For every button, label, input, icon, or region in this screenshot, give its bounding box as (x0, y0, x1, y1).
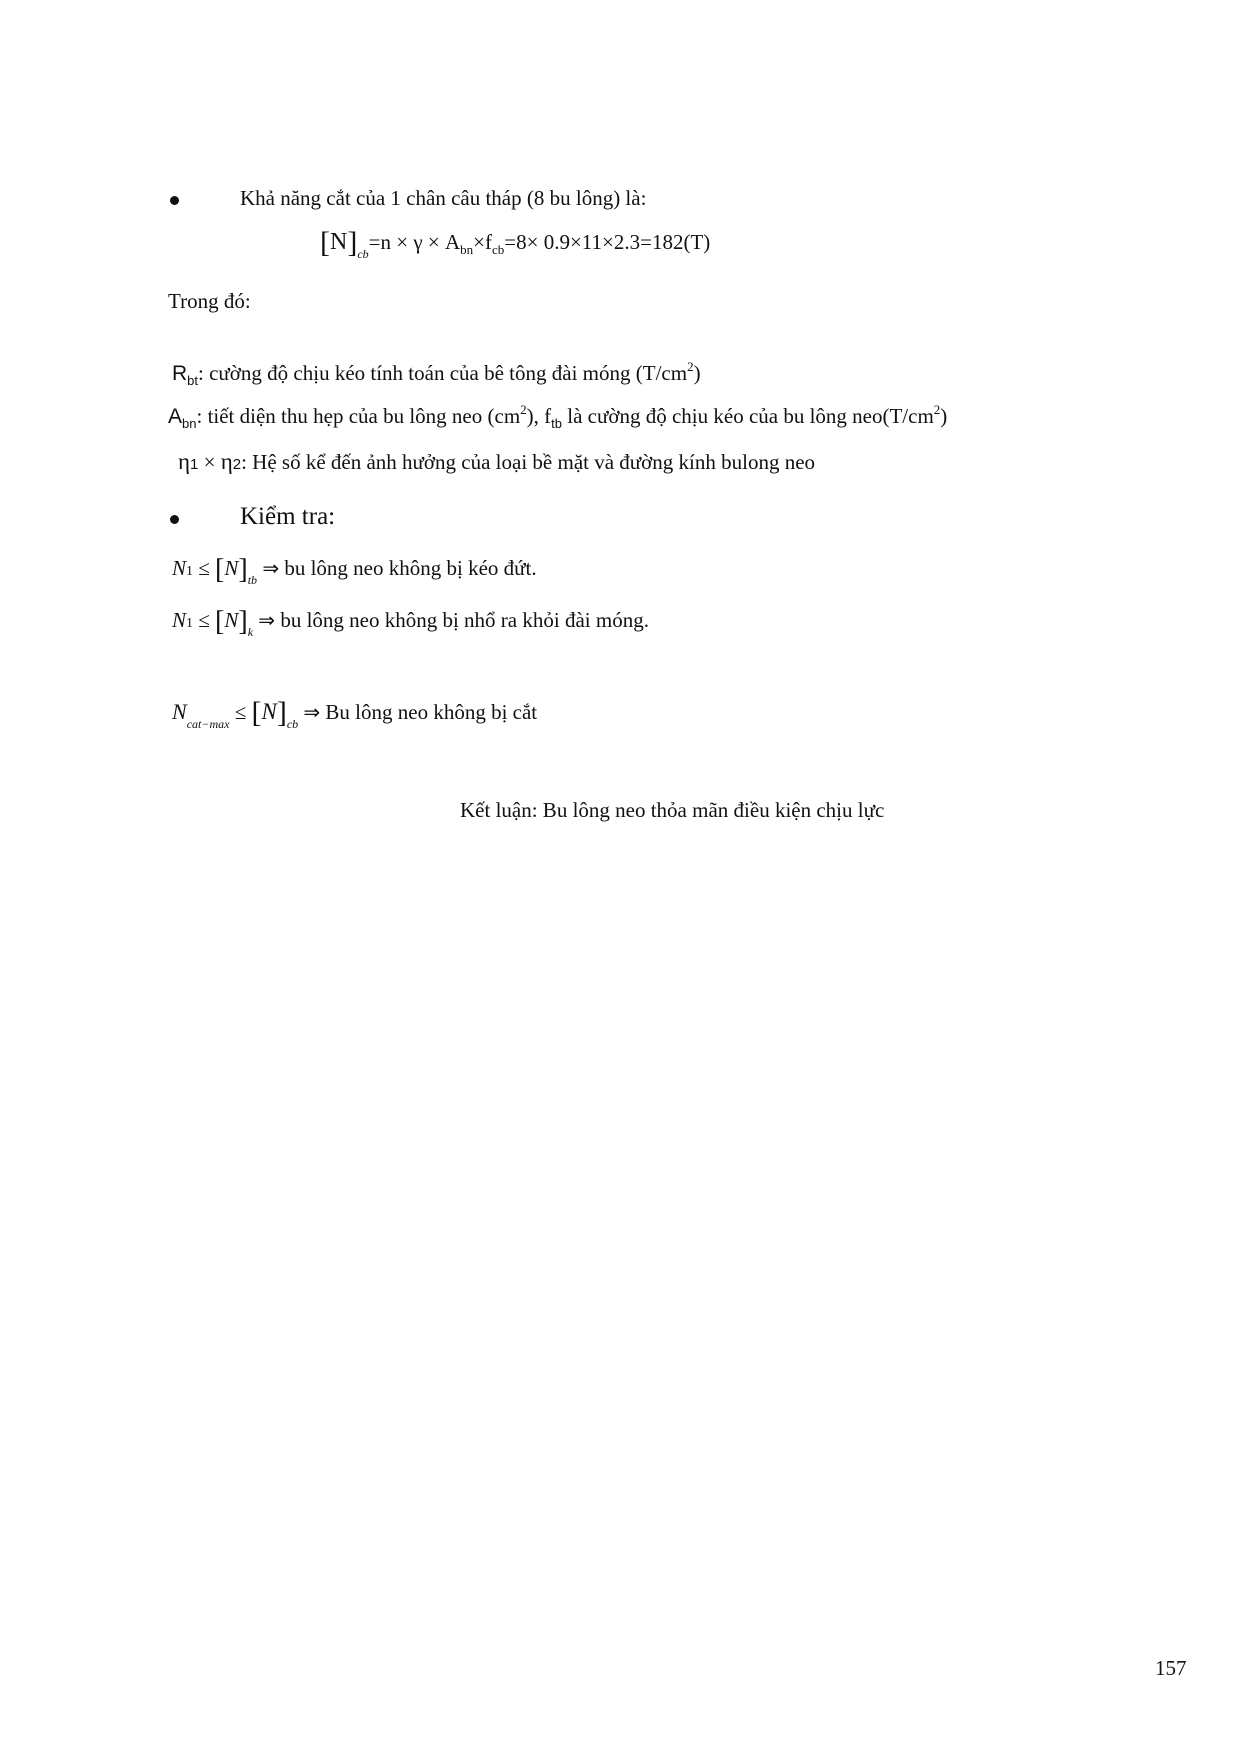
right-bracket: ] (347, 226, 358, 259)
def-abn-tail: ) (940, 404, 948, 428)
def-abn-mid: ), f (526, 404, 552, 428)
check2-lhs-sub: 1 (186, 616, 194, 631)
formula-expr-b-sub: cb (492, 242, 505, 257)
def-eta (178, 450, 815, 473)
page-number: 157 (1155, 1656, 1187, 1680)
check3-n-sub: cb (286, 717, 299, 731)
check2-n-sub: k (247, 625, 254, 639)
check2-text: bu lông neo không bị nhổ ra khỏi đài móng. (280, 608, 649, 632)
def-abn (168, 403, 947, 430)
check2-lhs: N (172, 608, 187, 632)
left-bracket: [ (215, 554, 225, 585)
check3-op: ≤ (234, 700, 247, 724)
symbol-abn: A (168, 405, 183, 428)
def-rbt (172, 360, 701, 387)
eta1: η (178, 449, 191, 474)
check3-lhs: N (172, 699, 187, 724)
check2-op: ≤ (198, 608, 210, 632)
def-abn-text: : tiết diện thu hẹp của bu lông neo (cm (196, 404, 521, 428)
check1-text: bu lông neo không bị kéo đứt. (284, 556, 537, 580)
bullet-dot (170, 515, 179, 524)
check1-lhs-sub: 1 (186, 564, 194, 579)
bullet-dot (170, 196, 179, 205)
bullet-text: Khả năng cắt của 1 chân câu tháp (8 bu lông) là: (240, 186, 647, 210)
def-abn-sup2: 2 (933, 402, 941, 417)
check3-text: Bu lông neo không bị cắt (325, 700, 538, 724)
eta2-sub: 2 (232, 456, 242, 473)
formula-lhs-sub: cb (357, 247, 369, 261)
def-eta-text: : Hệ số kể đến ảnh hưởng của loại bề mặt và đường kính bulong neo (241, 450, 816, 474)
check1-n-sub: tb (247, 573, 258, 587)
formula-expr-a: =n × γ × A (368, 230, 461, 254)
eta1-sub: 1 (190, 456, 199, 473)
implies-arrow: ⇒ (303, 700, 321, 724)
symbol-rbt-sub: bt (187, 373, 199, 388)
symbol-abn-sub: bn (182, 416, 197, 431)
formula-lhs: N (330, 229, 348, 255)
def-rbt-text: : cường độ chịu kéo tính toán của bê tông đài móng (T/cm (198, 361, 688, 385)
check-shear (172, 698, 537, 730)
check1-lhs: N (172, 556, 187, 580)
implies-arrow: ⇒ (262, 556, 280, 580)
right-bracket: ] (238, 554, 248, 585)
check-pullout (172, 608, 649, 638)
check-tension (172, 556, 537, 586)
shear-capacity-formula (320, 228, 710, 260)
formula-expr-a-sub: bn (460, 242, 474, 257)
left-bracket: [ (215, 606, 225, 637)
def-abn-sup1: 2 (520, 402, 527, 417)
left-bracket: [ (251, 696, 262, 729)
right-bracket: ] (238, 606, 248, 637)
symbol-rbt: R (172, 362, 188, 385)
conclusion: Kết luận: Bu lông neo thỏa mãn điều kiện chịu lực (460, 798, 885, 822)
formula-expr-b: ×f (473, 230, 492, 254)
check3-n: N (261, 699, 277, 724)
def-rbt-sup: 2 (687, 359, 694, 374)
eta2: η (220, 449, 233, 474)
trong-do-label: Trong đó: (168, 289, 251, 313)
formula-expr-c: =8× 0.9×11×2.3=182(T) (504, 230, 711, 254)
right-bracket: ] (276, 696, 287, 729)
check2-n: N (224, 608, 239, 632)
left-bracket: [ (320, 226, 330, 259)
def-rbt-tail: ) (693, 361, 701, 385)
def-abn-text2: là cường độ chịu kéo của bu lông neo(T/cm (562, 404, 934, 428)
eta-times: × (198, 450, 221, 474)
implies-arrow: ⇒ (258, 608, 276, 632)
check1-op: ≤ (198, 556, 210, 580)
check1-n: N (224, 556, 239, 580)
bullet-text: Kiểm tra: (240, 503, 336, 530)
def-abn-mid-sub: tb (551, 416, 562, 431)
check3-lhs-sub: cat−max (186, 717, 230, 731)
